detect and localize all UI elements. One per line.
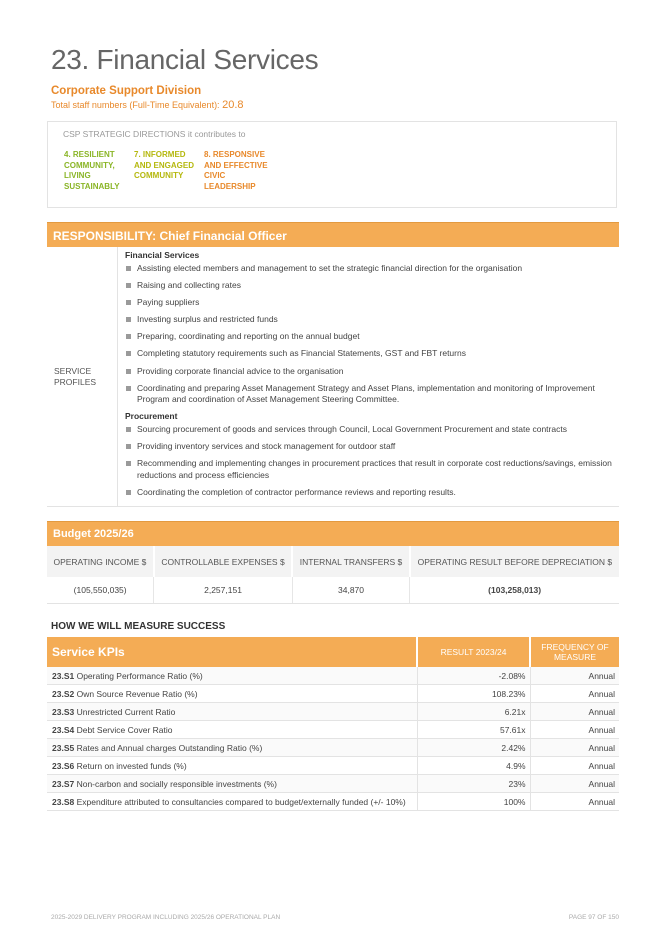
kpi-desc: 23.S6 Return on invested funds (%) [47, 757, 417, 775]
kpi-header-title: Service KPIs [47, 637, 417, 667]
csp-direction-7: 7. INFORMED AND ENGAGED COMMUNITY [134, 150, 195, 180]
budget-value: (105,550,035) [47, 577, 154, 604]
kpi-desc: 23.S5 Rates and Annual charges Outstanding Ratio (%) [47, 739, 417, 757]
table-row [47, 667, 619, 685]
kpi-result: -2.08% [417, 667, 530, 685]
budget-header: Budget 2025/26 [47, 521, 619, 546]
kpi-frequency: Annual [530, 667, 619, 685]
budget-value-row [47, 577, 619, 604]
service-profiles-label: SERVICE PROFILES [54, 366, 97, 387]
list-item: Recommending and implementing changes in procurement practices that result in corporate cost reductions/savings, emission reductions and process efficiencies [125, 458, 615, 481]
kpi-result: 4.9% [417, 757, 530, 775]
kpi-col-result: RESULT 2023/24 [417, 637, 530, 667]
kpi-result: 23% [417, 775, 530, 793]
kpi-result: 6.21x [417, 703, 530, 721]
budget-col-header: OPERATING INCOME $ [47, 546, 154, 577]
table-row [47, 757, 619, 775]
list-item: Sourcing procurement of goods and services through Council, Local Government Procurement and state contracts [125, 424, 615, 436]
budget-value: 2,257,151 [154, 577, 292, 604]
staff-value: 20.8 [222, 99, 244, 111]
staff-label: Total staff numbers (Full-Time Equivalent): [51, 100, 220, 110]
measure-title: HOW WE WILL MEASURE SUCCESS [51, 621, 226, 632]
division-heading: Corporate Support Division [51, 85, 202, 97]
kpi-frequency: Annual [530, 703, 619, 721]
list-item: Raising and collecting rates [125, 280, 615, 292]
csp-directions-box [47, 121, 617, 208]
csp-direction-8: 8. RESPONSIVE AND EFFECTIVE CIVIC LEADERSHIP [204, 150, 268, 191]
section-title-financial-services: Financial Services [125, 250, 200, 260]
responsibility-header: RESPONSIBILITY: Chief Financial Officer [47, 222, 619, 247]
kpi-desc: 23.S2 Own Source Revenue Ratio (%) [47, 685, 417, 703]
list-item: Coordinating the completion of contractor performance reviews and reporting results. [125, 487, 615, 499]
csp-direction-4: 4. RESILIENT COMMUNITY, LIVING SUSTAINABLY [64, 150, 120, 191]
kpi-frequency: Annual [530, 685, 619, 703]
table-row [47, 739, 619, 757]
kpi-frequency: Annual [530, 775, 619, 793]
budget-col-header: OPERATING RESULT BEFORE DEPRECIATION $ [410, 546, 619, 577]
csp-label: CSP STRATEGIC DIRECTIONS it contributes to [63, 129, 246, 139]
kpi-desc: 23.S4 Debt Service Cover Ratio [47, 721, 417, 739]
table-row [47, 721, 619, 739]
section-title-procurement: Procurement [125, 411, 178, 422]
service-profiles-cell [47, 247, 118, 506]
budget-value: (103,258,013) [410, 577, 619, 604]
kpi-frequency: Annual [530, 721, 619, 739]
kpi-frequency: Annual [530, 739, 619, 757]
budget-value: 34,870 [292, 577, 410, 604]
list-item: Completing statutory requirements such as Financial Statements, GST and FBT returns [125, 348, 615, 360]
budget-col-header: INTERNAL TRANSFERS $ [292, 546, 410, 577]
list-item: Investing surplus and restricted funds [125, 314, 615, 326]
footer-page-number: PAGE 97 OF 150 [568, 914, 619, 921]
responsibility-body [47, 247, 619, 507]
list-item: Assisting elected members and management to set the strategic financial direction for the organisation [125, 263, 615, 275]
kpi-table [47, 637, 619, 811]
kpi-col-frequency: FREQUENCY OF MEASURE [530, 637, 619, 667]
page-title: 23. Financial Services [51, 44, 319, 75]
kpi-desc: 23.S7 Non-carbon and socially responsible investments (%) [47, 775, 417, 793]
list-item: Coordinating and preparing Asset Management Strategy and Asset Plans, implementation and monitoring of Improvement Program and coordination of Asset Management Steering Committee. [125, 383, 615, 406]
list-item: Paying suppliers [125, 297, 615, 309]
footer-document-title: 2025-2029 DELIVERY PROGRAM INCLUDING 2025/26 OPERATIONAL PLAN [51, 914, 281, 921]
kpi-result: 100% [417, 793, 530, 811]
kpi-desc: 23.S1 Operating Performance Ratio (%) [47, 667, 417, 685]
budget-table [47, 546, 619, 604]
budget-col-header: CONTROLLABLE EXPENSES $ [154, 546, 292, 577]
list-item: Providing inventory services and stock management for outdoor staff [125, 441, 615, 453]
table-row [47, 685, 619, 703]
kpi-result: 108.23% [417, 685, 530, 703]
kpi-result: 57.61x [417, 721, 530, 739]
kpi-desc: 23.S3 Unrestricted Current Ratio [47, 703, 417, 721]
kpi-header-row [47, 637, 619, 667]
list-item: Preparing, coordinating and reporting on the annual budget [125, 331, 615, 343]
kpi-result: 2.42% [417, 739, 530, 757]
list-item: Providing corporate financial advice to the organisation [125, 366, 615, 378]
kpi-desc: 23.S8 Expenditure attributed to consultancies compared to budget/externally funded (+/- 10%) [47, 793, 417, 811]
service-profiles-list [125, 250, 615, 504]
table-row [47, 703, 619, 721]
kpi-frequency: Annual [530, 793, 619, 811]
table-row [47, 793, 619, 811]
staff-count [51, 99, 244, 111]
table-row [47, 775, 619, 793]
budget-header-row [47, 546, 619, 577]
kpi-frequency: Annual [530, 757, 619, 775]
